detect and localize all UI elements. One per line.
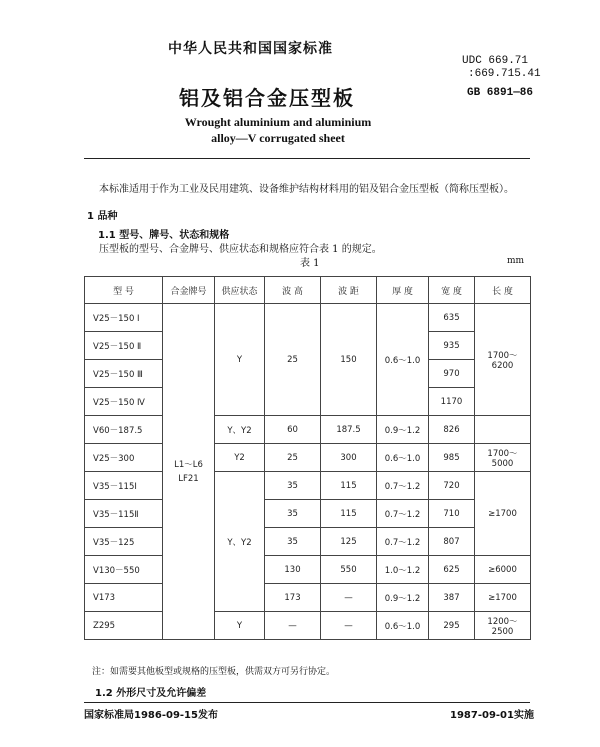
cell-wave-height: 35 <box>265 472 321 500</box>
cell-model: V25－150 Ⅰ <box>85 304 163 332</box>
cell-model: V173 <box>85 584 163 612</box>
cell-alloy: L1～L6 LF21 <box>163 304 215 640</box>
cell-thickness: 0.6～1.0 <box>377 612 429 640</box>
col-header: 合金牌号 <box>163 277 215 304</box>
cell-model: Z295 <box>85 612 163 640</box>
cell-width: 625 <box>429 556 475 584</box>
col-header: 长 度 <box>475 277 531 304</box>
cell-wave-height: 25 <box>265 304 321 416</box>
header-divider <box>84 158 530 159</box>
section-1-1-heading: 1.1 型号、牌号、状态和规格 <box>98 230 230 241</box>
effective-date: 1987-09-01实施 <box>450 710 534 721</box>
cell-wave-height: 35 <box>265 500 321 528</box>
cell-model: V35－125 <box>85 528 163 556</box>
cell-wave-pitch: 550 <box>321 556 377 584</box>
table-header-row <box>85 277 531 304</box>
col-header: 供应状态 <box>215 277 265 304</box>
table-row <box>85 444 531 472</box>
table-row <box>85 612 531 640</box>
cell-state: Y2 <box>215 444 265 472</box>
cell-length: ≥6000 <box>475 556 531 584</box>
cell-thickness: 0.7～1.2 <box>377 528 429 556</box>
cell-wave-height: 60 <box>265 416 321 444</box>
cell-wave-pitch: 150 <box>321 304 377 416</box>
document-title-en <box>178 114 378 146</box>
cell-state: Y <box>215 304 265 416</box>
cell-length: 1200～2500 <box>475 612 531 640</box>
cell-wave-height: 173 <box>265 584 321 612</box>
cell-width: 970 <box>429 360 475 388</box>
cell-model: V35－115Ⅱ <box>85 500 163 528</box>
cell-width: 710 <box>429 500 475 528</box>
cell-length: 1700～6200 <box>475 304 531 416</box>
cell-wave-height: — <box>265 612 321 640</box>
issue-date: 国家标准局1986-09-15发布 <box>84 710 218 721</box>
org-title: 中华人民共和国国家标准 <box>168 41 333 57</box>
cell-width: 387 <box>429 584 475 612</box>
cell-wave-pitch: 300 <box>321 444 377 472</box>
title-en-line2: alloy—V corrugated sheet <box>211 131 345 145</box>
table-unit: mm <box>507 256 525 266</box>
cell-thickness: 0.9～1.2 <box>377 584 429 612</box>
table-row <box>85 416 531 444</box>
gb-number: GB 6891—86 <box>467 87 534 99</box>
col-header: 波 距 <box>321 277 377 304</box>
intro-paragraph: 本标准适用于作为工业及民用建筑、设备维护结构材料用的铝及铝合金压型板（简称压型板）。 <box>99 184 514 195</box>
footer-divider <box>84 702 530 703</box>
udc-line1: UDC 669.71 <box>462 55 529 67</box>
cell-model: V25－150 Ⅳ <box>85 388 163 416</box>
cell-model: V35－115Ⅰ <box>85 472 163 500</box>
table-row <box>85 584 531 612</box>
cell-wave-height: 130 <box>265 556 321 584</box>
cell-wave-pitch: — <box>321 612 377 640</box>
table-row <box>85 528 531 556</box>
cell-wave-height: 25 <box>265 444 321 472</box>
cell-wave-height: 35 <box>265 528 321 556</box>
cell-thickness: 0.7～1.2 <box>377 500 429 528</box>
cell-width: 985 <box>429 444 475 472</box>
title-en-line1: Wrought aluminium and aluminium <box>184 115 372 129</box>
spec-table <box>84 276 531 640</box>
cell-width: 1170 <box>429 388 475 416</box>
col-header: 型 号 <box>85 277 163 304</box>
cell-length: ≥1700 <box>475 584 531 612</box>
cell-wave-pitch: — <box>321 584 377 612</box>
cell-thickness: 0.9～1.2 <box>377 416 429 444</box>
cell-width: 807 <box>429 528 475 556</box>
section-1-2-heading: 1.2 外形尺寸及允许偏差 <box>95 688 207 699</box>
cell-thickness: 0.6～1.0 <box>377 304 429 416</box>
cell-model: V25－150 Ⅲ <box>85 360 163 388</box>
cell-width: 635 <box>429 304 475 332</box>
cell-length: ≥1700 <box>475 472 531 556</box>
table-row <box>85 500 531 528</box>
table-row <box>85 556 531 584</box>
cell-width: 935 <box>429 332 475 360</box>
cell-wave-pitch: 187.5 <box>321 416 377 444</box>
cell-state: Y、Y2 <box>215 416 265 444</box>
cell-thickness: 0.7～1.2 <box>377 472 429 500</box>
cell-length-empty <box>475 416 531 444</box>
cell-state: Y <box>215 612 265 640</box>
cell-width: 295 <box>429 612 475 640</box>
cell-model: V25－300 <box>85 444 163 472</box>
cell-width: 826 <box>429 416 475 444</box>
udc-code <box>462 55 541 81</box>
col-header: 波 高 <box>265 277 321 304</box>
cell-model: V130－550 <box>85 556 163 584</box>
cell-wave-pitch: 115 <box>321 472 377 500</box>
cell-model: V25－150 Ⅱ <box>85 332 163 360</box>
cell-wave-pitch: 125 <box>321 528 377 556</box>
col-header: 厚 度 <box>377 277 429 304</box>
cell-wave-pitch: 115 <box>321 500 377 528</box>
cell-state: Y、Y2 <box>215 472 265 612</box>
table-caption: 表 1 <box>300 258 320 269</box>
cell-thickness: 0.6～1.0 <box>377 444 429 472</box>
section-1-heading: 1 品种 <box>87 211 118 222</box>
table-row <box>85 304 531 332</box>
section-1-1-text: 压型板的型号、合金牌号、供应状态和规格应符合表 1 的规定。 <box>99 244 382 255</box>
cell-length: 1700～5000 <box>475 444 531 472</box>
table-row <box>85 472 531 500</box>
cell-model: V60－187.5 <box>85 416 163 444</box>
cell-width: 720 <box>429 472 475 500</box>
udc-line2: :669.715.41 <box>468 68 541 80</box>
cell-thickness: 1.0～1.2 <box>377 556 429 584</box>
table-note: 注：如需要其他板型或规格的压型板，供需双方可另行协定。 <box>92 667 336 677</box>
document-title-cn: 铝及铝合金压型板 <box>179 86 355 110</box>
col-header: 宽 度 <box>429 277 475 304</box>
